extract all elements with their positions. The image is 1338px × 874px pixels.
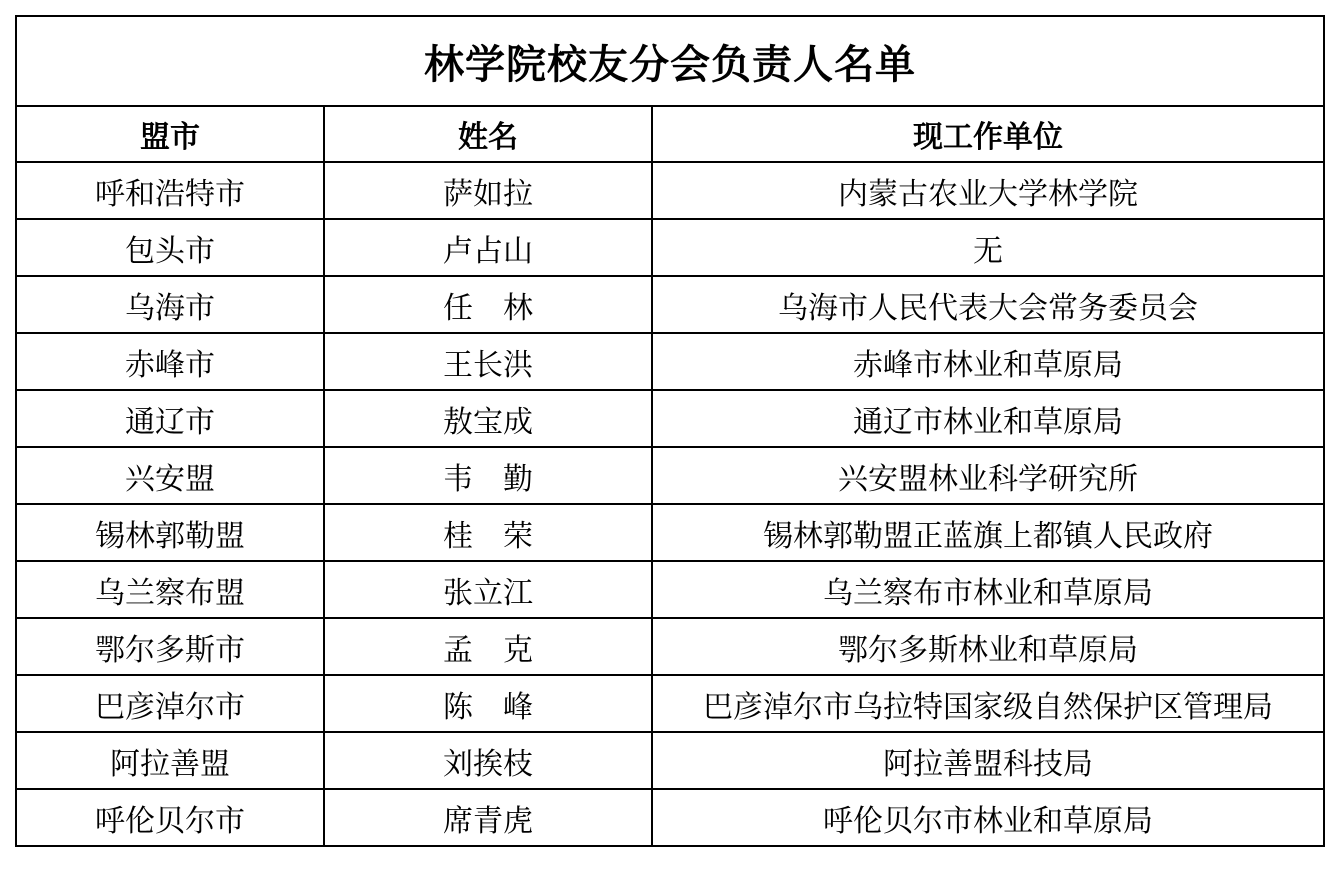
workplace-cell: 呼伦贝尔市林业和草原局 <box>652 789 1324 846</box>
table-row <box>16 561 1324 618</box>
table-row <box>16 162 1324 219</box>
workplace-cell: 巴彦淖尔市乌拉特国家级自然保护区管理局 <box>652 675 1324 732</box>
region-cell: 包头市 <box>16 219 324 276</box>
table-row <box>16 504 1324 561</box>
table-row <box>16 618 1324 675</box>
workplace-cell: 阿拉善盟科技局 <box>652 732 1324 789</box>
table-title: 林学院校友分会负责人名单 <box>16 16 1324 106</box>
name-cell: 敖宝成 <box>324 390 652 447</box>
name-cell: 孟 克 <box>324 618 652 675</box>
workplace-cell: 内蒙古农业大学林学院 <box>652 162 1324 219</box>
workplace-cell: 兴安盟林业科学研究所 <box>652 447 1324 504</box>
header-row <box>16 106 1324 162</box>
name-cell: 任 林 <box>324 276 652 333</box>
column-header-workplace: 现工作单位 <box>652 106 1324 162</box>
name-cell: 张立江 <box>324 561 652 618</box>
table-row <box>16 390 1324 447</box>
region-cell: 鄂尔多斯市 <box>16 618 324 675</box>
name-cell: 席青虎 <box>324 789 652 846</box>
name-cell: 韦 勤 <box>324 447 652 504</box>
workplace-cell: 乌海市人民代表大会常务委员会 <box>652 276 1324 333</box>
region-cell: 呼伦贝尔市 <box>16 789 324 846</box>
workplace-cell: 锡林郭勒盟正蓝旗上都镇人民政府 <box>652 504 1324 561</box>
region-cell: 阿拉善盟 <box>16 732 324 789</box>
name-cell: 陈 峰 <box>324 675 652 732</box>
table-row <box>16 219 1324 276</box>
region-cell: 乌兰察布盟 <box>16 561 324 618</box>
column-header-region: 盟市 <box>16 106 324 162</box>
name-cell: 萨如拉 <box>324 162 652 219</box>
alumni-roster-table <box>15 15 1325 847</box>
column-header-name: 姓名 <box>324 106 652 162</box>
title-row <box>16 16 1324 106</box>
table-row <box>16 675 1324 732</box>
workplace-cell: 通辽市林业和草原局 <box>652 390 1324 447</box>
table-row <box>16 333 1324 390</box>
name-cell: 卢占山 <box>324 219 652 276</box>
table-row <box>16 276 1324 333</box>
name-cell: 桂 荣 <box>324 504 652 561</box>
name-cell: 王长洪 <box>324 333 652 390</box>
region-cell: 乌海市 <box>16 276 324 333</box>
region-cell: 巴彦淖尔市 <box>16 675 324 732</box>
workplace-cell: 鄂尔多斯林业和草原局 <box>652 618 1324 675</box>
region-cell: 通辽市 <box>16 390 324 447</box>
region-cell: 兴安盟 <box>16 447 324 504</box>
region-cell: 赤峰市 <box>16 333 324 390</box>
workplace-cell: 乌兰察布市林业和草原局 <box>652 561 1324 618</box>
table-row <box>16 732 1324 789</box>
table-row <box>16 789 1324 846</box>
workplace-cell: 无 <box>652 219 1324 276</box>
workplace-cell: 赤峰市林业和草原局 <box>652 333 1324 390</box>
region-cell: 呼和浩特市 <box>16 162 324 219</box>
document-sheet <box>15 15 1323 847</box>
name-cell: 刘挨枝 <box>324 732 652 789</box>
region-cell: 锡林郭勒盟 <box>16 504 324 561</box>
table-row <box>16 447 1324 504</box>
